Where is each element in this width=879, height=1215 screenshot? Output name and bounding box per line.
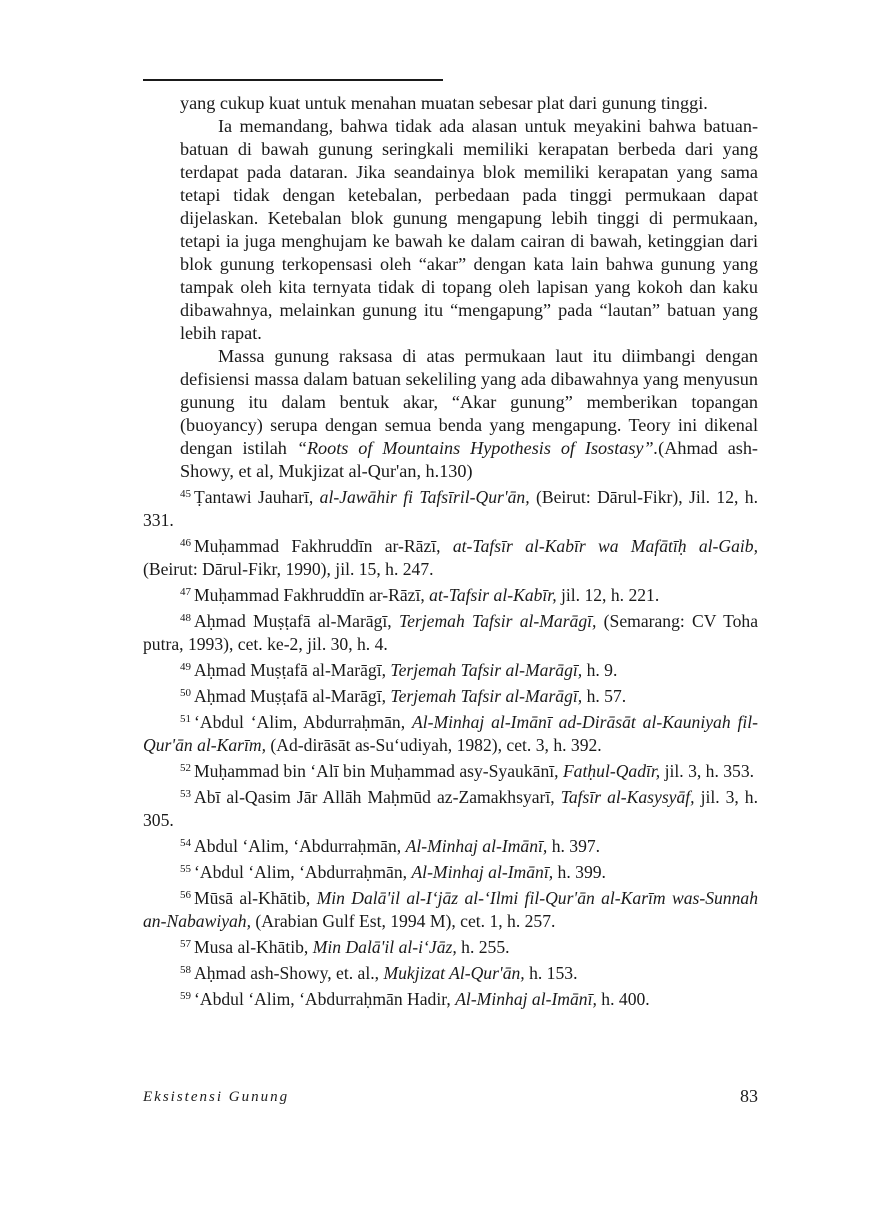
footnote-author: Aḥmad ash-Showy, et. al.,: [194, 963, 384, 983]
footnote-author: Muḥammad Fakhruddīn ar-Rāzī,: [194, 585, 430, 605]
footnote-details: jil. 3, h. 305.: [143, 787, 759, 830]
footnote-author: Abī al-Qasim Jār Allāh Maḥmūd az-Zamakhsyarī,: [194, 787, 561, 807]
footnote-title: Fatḥul-Qadīr,: [562, 761, 661, 781]
footnote: [143, 607, 758, 656]
footnote: [143, 783, 758, 832]
footnote-number: 50: [180, 687, 191, 699]
footnote-author: Musa al-Khātib,: [194, 937, 313, 957]
page-content: [143, 92, 758, 1011]
footnote-details: h. 399.: [553, 862, 606, 882]
footnote-title: Terjemah Tafsir al-Marāgī,: [390, 660, 583, 680]
footnote-title: at-Tafsīr al-Kabīr wa Mafātīḥ al-Gaib,: [452, 536, 759, 556]
footnote-author: Ṭantawi Jauharī,: [194, 487, 320, 507]
footnote-details: h. 153.: [524, 963, 578, 983]
footnote: [143, 959, 758, 985]
footnote-details: h. 57.: [582, 686, 627, 706]
footnote-number: 58: [180, 964, 191, 976]
page-number: 83: [740, 1086, 758, 1106]
footnote-number: 47: [180, 586, 191, 598]
continued-text: yang cukup kuat untuk menahan muatan sebesar plat dari gunung tinggi.: [180, 93, 708, 113]
footnote: [143, 832, 758, 858]
footnote-title: Terjemah Tafsir al-Marāgī,: [398, 611, 597, 631]
footnote-number: 59: [180, 990, 191, 1002]
footnote-author: ‘Abdul ‘Alim, ‘Abdurraḥmān,: [194, 862, 412, 882]
footnote-number: 54: [180, 837, 191, 849]
footnote-details: h. 9.: [582, 660, 618, 680]
footnote-author: Aḥmad Muṣṭafā al-Marāgī,: [194, 611, 399, 631]
footnote-title: Min Dalā'il al-I‘jāz al-‘Ilmi fil-Qur'ān al-Karīm was-Sunnah an-Nabawiyah,: [143, 888, 758, 931]
footnote: [143, 757, 758, 783]
footnote-title: Min Dalā'il al-i‘Jāz,: [312, 937, 457, 957]
running-title: Eksistensi Gunung: [143, 1089, 290, 1105]
footnote-author: ‘Abdul ‘Alim, ‘Abdurraḥmān Hadir,: [194, 989, 456, 1009]
footnote: [143, 933, 758, 959]
footnote: [143, 884, 758, 933]
footnote-title: at-Tafsir al-Kabīr,: [429, 585, 557, 605]
footnote-title: Al-Minhaj al-Imānī,: [455, 989, 597, 1009]
footnote-author: Abdul ‘Alim, ‘Abdurraḥmān,: [194, 836, 406, 856]
footnote-number: 56: [180, 889, 191, 901]
footnote-details: (Semarang: CV Toha putra, 1993), cet. ke-2, jil. 30, h. 4.: [143, 611, 758, 654]
footnote: [143, 682, 758, 708]
footnote: [143, 656, 758, 682]
footnote: [143, 985, 758, 1011]
footnote-title: Tafsīr al-Kasysyāf,: [560, 787, 695, 807]
footnote-details: h. 400.: [596, 989, 650, 1009]
paragraph-2-text: Massa gunung raksasa di atas permukaan laut itu diimbangi dengan defisiensi massa dalam batuan sekeliling yang ada dibawahnya yang menyusun gunung itu dalam bentuk akar, “Akar gunung” memberikan topangan (buoyancy) serupa dengan semua benda yang mengapung. Teory ini dikenal dengan istilah: [180, 346, 758, 458]
footnote: [143, 581, 758, 607]
footnote-author: Mūsā al-Khātib,: [194, 888, 317, 908]
footnote-author: Aḥmad Muṣṭafā al-Marāgī,: [194, 686, 391, 706]
footnote-details: (Beirut: Dārul-Fikr), Jil. 12, h. 331.: [143, 487, 758, 530]
footnote-title: Al-Minhaj al-Imānī ad-Dirāsāt al-Kauniyah fil-Qur'ān al-Karīm,: [143, 712, 758, 755]
body-paragraph-2: [180, 345, 758, 483]
footnote-title: Al-Minhaj al-Imānī,: [411, 862, 554, 882]
footnote-number: 49: [180, 661, 191, 673]
footnotes-list: [143, 483, 758, 1011]
footnote-author: Muḥammad bin ‘Alī bin Muḥammad asy-Syaukānī,: [194, 761, 563, 781]
footnote-details: jil. 3, h. 353.: [660, 761, 755, 781]
footnote-details: jil. 12, h. 221.: [556, 585, 660, 605]
footnote-details: (Ad-dirāsāt as-Su‘udiyah, 1982), cet. 3, h. 392.: [266, 735, 602, 755]
footnote: [143, 483, 758, 532]
footnote-number: 46: [180, 537, 191, 549]
footnote-number: 51: [180, 713, 191, 725]
footnote-title: Mukjizat Al-Qur'ān,: [383, 963, 525, 983]
footnote-author: Aḥmad Muṣṭafā al-Marāgī,: [194, 660, 391, 680]
footnote-details: (Beirut: Dārul-Fikr, 1990), jil. 15, h. 247.: [143, 559, 434, 579]
footnote-details: h. 255.: [456, 937, 510, 957]
footnote-details: (Arabian Gulf Est, 1994 M), cet. 1, h. 257.: [251, 911, 556, 931]
paragraph-2-citation: (Ahmad ash-Showy, et al, Mukjizat al-Qur'an, h.130): [180, 438, 758, 481]
footnote-number: 45: [180, 488, 191, 500]
footnote-number: 53: [180, 788, 191, 800]
footnote: [143, 708, 758, 757]
footnote-author: ‘Abdul ‘Alim, Abdurraḥmān,: [194, 712, 412, 732]
footnote-title: al-Jawāhir fi Tafsīril-Qur'ān,: [319, 487, 530, 507]
footnote-title: Terjemah Tafsir al-Marāgī,: [390, 686, 583, 706]
paragraph-2-italic-term: “Roots of Mountains Hypothesis of Isostasy”.: [296, 438, 659, 458]
footnote-number: 48: [180, 612, 191, 624]
footnote-separator-rule: [143, 79, 443, 81]
body-paragraph-1: Ia memandang, bahwa tidak ada alasan untuk meyakini bahwa batuan-batuan di bawah gunung seringkali memiliki kerapatan berbeda dari yang terdapat pada dataran. Jika seandainya blok memiliki kerapatan yang sama tetapi tidak dengan ketebalan, perbedaan pada tinggi permukaan dapat dijelaskan. Ketebalan blok gunung mengapung lebih tinggi di permukaan, tetapi ia juga menghujam ke bawah ke dalam cairan di bawah, ketinggian dari blok gunung terkopensasi oleh “akar” dengan kata lain bahwa gunung yang tampak oleh kita ternyata tidak di topang oleh lapisan yang kokoh dan kaku dibawahnya, melainkan gunung itu “mengapung” pada “lautan” batuan yang lebih rapat.: [180, 116, 758, 343]
footnote-author: Muḥammad Fakhruddīn ar-Rāzī,: [194, 536, 453, 556]
footnote-title: Al-Minhaj al-Imānī,: [405, 836, 548, 856]
footnote: [143, 858, 758, 884]
footnote-number: 57: [180, 938, 191, 950]
footnote-number: 55: [180, 863, 191, 875]
footnote: [143, 532, 758, 581]
footnote-number: 52: [180, 762, 191, 774]
footnote-details: h. 397.: [547, 836, 601, 856]
